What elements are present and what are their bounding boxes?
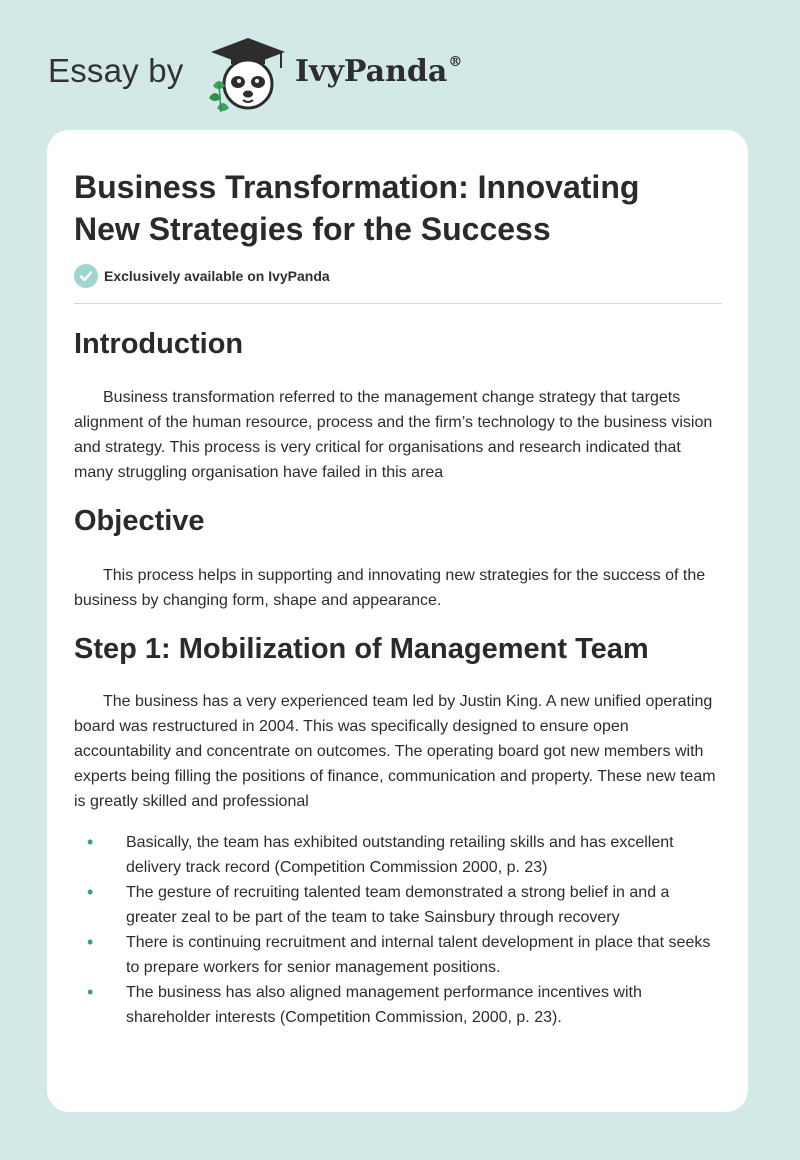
- bullet-icon: •: [87, 982, 94, 1002]
- paragraph-step-1: The business has a very experienced team led by Justin King. A new unified operating board was restructured in 2004. This was specifically designed to ensure open accountability and concentrate on outcomes. The operating board got new members with experts being filling the positions of finance, communication and property. These new team is greatly skilled and professional: [74, 693, 716, 810]
- bullet-icon: •: [87, 932, 94, 952]
- list-item-text: There is continuing recruitment and internal talent development in place that seeks to prepare workers for senior management positions.: [126, 934, 711, 976]
- brand-name[interactable]: [295, 54, 462, 89]
- registered-mark: ®: [448, 54, 463, 70]
- check-icon: [74, 264, 98, 288]
- list-item: [74, 980, 724, 1030]
- bullet-list: [74, 830, 724, 1030]
- exclusive-badge: [74, 264, 330, 288]
- list-item-text: The business has also aligned management performance incentives with shareholder interests (Competition Commission, 2000, p. 23).: [126, 984, 642, 1026]
- ivypanda-logo-icon[interactable]: [203, 34, 293, 114]
- heading-introduction: Introduction: [74, 328, 244, 360]
- heading-objective: Objective: [74, 505, 205, 537]
- essay-title: Business Transformation: Innovating New Strategies for the Success: [74, 169, 640, 247]
- site-header: [48, 34, 548, 114]
- essay-card: [47, 130, 748, 1112]
- heading-step-1: Step 1: Mobilization of Management Team: [74, 633, 649, 665]
- list-item-text: Basically, the team has exhibited outstanding retailing skills and has excellent delivery track record (Competition Commission 2000, p. 23): [126, 834, 674, 876]
- paragraph-introduction: Business transformation referred to the management change strategy that targets alignment of the human resource, process and the firm’s technology to the business vision and strategy. This process is very critical for organisations and research indicated that many struggling organisation have failed in this area: [74, 389, 713, 481]
- paragraph-objective: This process helps in supporting and innovating new strategies for the success of the business by changing form, shape and appearance.: [74, 567, 706, 609]
- divider: [74, 303, 722, 304]
- list-item: [74, 830, 724, 880]
- exclusive-badge-text: Exclusively available on IvyPanda: [104, 268, 330, 284]
- bullet-icon: •: [87, 832, 94, 852]
- list-item-text: The gesture of recruiting talented team demonstrated a strong belief in and a greater zeal to be part of the team to take Sainsbury through recovery: [126, 884, 670, 926]
- essay-by-label: Essay by: [48, 52, 184, 89]
- brand-text: IvyPanda: [295, 54, 448, 89]
- list-item: [74, 880, 724, 930]
- list-item: [74, 930, 724, 980]
- bullet-icon: •: [87, 882, 94, 902]
